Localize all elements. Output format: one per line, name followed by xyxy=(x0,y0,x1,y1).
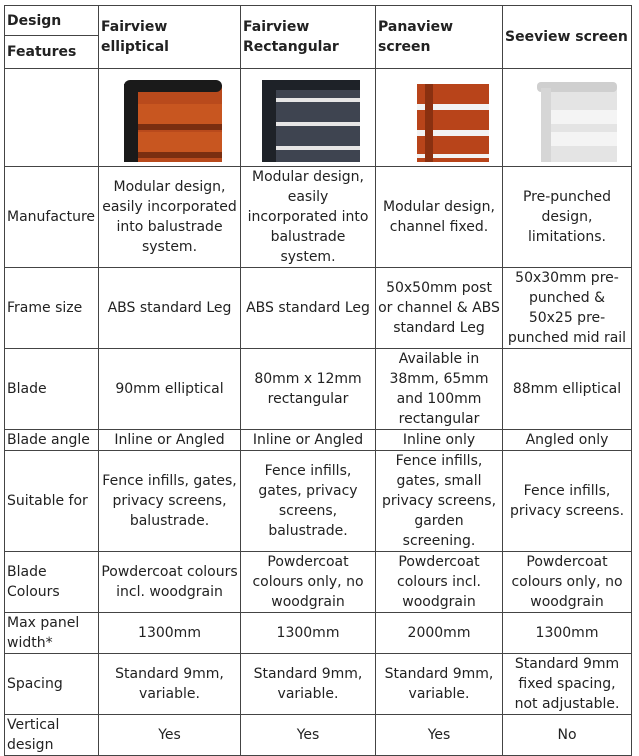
feature-value: Yes xyxy=(241,715,376,756)
feature-value: Modular design, easily incorporated into balustrade system. xyxy=(99,167,241,268)
feature-label: Max panel width* xyxy=(5,613,99,654)
feature-row xyxy=(5,349,632,430)
feature-label: Frame size xyxy=(5,268,99,349)
feature-row xyxy=(5,552,632,613)
feature-row xyxy=(5,451,632,552)
feature-row xyxy=(5,167,632,268)
feature-value: Inline or Angled xyxy=(241,430,376,451)
feature-value: Fence infills, gates, privacy screens, balustrade. xyxy=(241,451,376,552)
feature-value: 1300mm xyxy=(503,613,632,654)
feature-value: Powdercoat colours only, no woodgrain xyxy=(241,552,376,613)
image-row-label xyxy=(5,69,99,167)
feature-value: Modular design, easily incorporated into balustrade system. xyxy=(241,167,376,268)
feature-rows xyxy=(5,167,632,756)
feature-label: Spacing xyxy=(5,654,99,715)
panaview-screen-image xyxy=(376,69,503,167)
feature-value: 88mm elliptical xyxy=(503,349,632,430)
feature-value: Standard 9mm, variable. xyxy=(241,654,376,715)
feature-value: Powdercoat colours only, no woodgrain xyxy=(503,552,632,613)
feature-label: Blade xyxy=(5,349,99,430)
fairview-rectangular-image xyxy=(241,69,376,167)
comparison-table xyxy=(4,5,632,756)
feature-value: Powdercoat colours incl. woodgrain xyxy=(376,552,503,613)
feature-value: Inline or Angled xyxy=(99,430,241,451)
feature-value: ABS standard Leg xyxy=(99,268,241,349)
product-header-fairview-rectangular: Fairview Rectangular xyxy=(241,6,376,69)
feature-value: Fence infills, gates, privacy screens, balustrade. xyxy=(99,451,241,552)
feature-value: 50x30mm pre-punched & 50x25 pre-punched mid rail xyxy=(503,268,632,349)
feature-value: Available in 38mm, 65mm and 100mm rectangular xyxy=(376,349,503,430)
feature-value: Standard 9mm, variable. xyxy=(99,654,241,715)
feature-value: 80mm x 12mm rectangular xyxy=(241,349,376,430)
feature-value: Angled only xyxy=(503,430,632,451)
feature-value: Fence infills, privacy screens. xyxy=(503,451,632,552)
feature-row xyxy=(5,430,632,451)
feature-value: Standard 9mm fixed spacing, not adjustable. xyxy=(503,654,632,715)
fairview-elliptical-image xyxy=(99,69,241,167)
features-header: Features xyxy=(5,36,99,69)
feature-row xyxy=(5,715,632,756)
feature-value: ABS standard Leg xyxy=(241,268,376,349)
feature-value: Fence infills, gates, small privacy screens, garden screening. xyxy=(376,451,503,552)
product-header-seeview-screen: Seeview screen xyxy=(503,6,632,69)
product-header-fairview-elliptical: Fairview elliptical xyxy=(99,6,241,69)
feature-label: Suitable for xyxy=(5,451,99,552)
feature-label: Manufacture xyxy=(5,167,99,268)
feature-row xyxy=(5,613,632,654)
feature-value: No xyxy=(503,715,632,756)
feature-value: 1300mm xyxy=(241,613,376,654)
product-header-panaview-screen: Panaview screen xyxy=(376,6,503,69)
feature-value: 2000mm xyxy=(376,613,503,654)
feature-label: Blade angle xyxy=(5,430,99,451)
feature-value: Yes xyxy=(99,715,241,756)
feature-label: Blade Colours xyxy=(5,552,99,613)
design-header: Design xyxy=(5,6,99,36)
feature-value: Yes xyxy=(376,715,503,756)
feature-value: 50x50mm post or channel & ABS standard Leg xyxy=(376,268,503,349)
feature-value: 90mm elliptical xyxy=(99,349,241,430)
feature-value: 1300mm xyxy=(99,613,241,654)
feature-value: Pre-punched design, limitations. xyxy=(503,167,632,268)
feature-label: Vertical design xyxy=(5,715,99,756)
feature-value: Inline only xyxy=(376,430,503,451)
seeview-screen-image xyxy=(503,69,632,167)
feature-value: Powdercoat colours incl. woodgrain xyxy=(99,552,241,613)
feature-value: Standard 9mm, variable. xyxy=(376,654,503,715)
feature-row xyxy=(5,268,632,349)
feature-row xyxy=(5,654,632,715)
feature-value: Modular design, channel fixed. xyxy=(376,167,503,268)
header-row xyxy=(5,6,632,36)
image-row xyxy=(5,69,632,167)
